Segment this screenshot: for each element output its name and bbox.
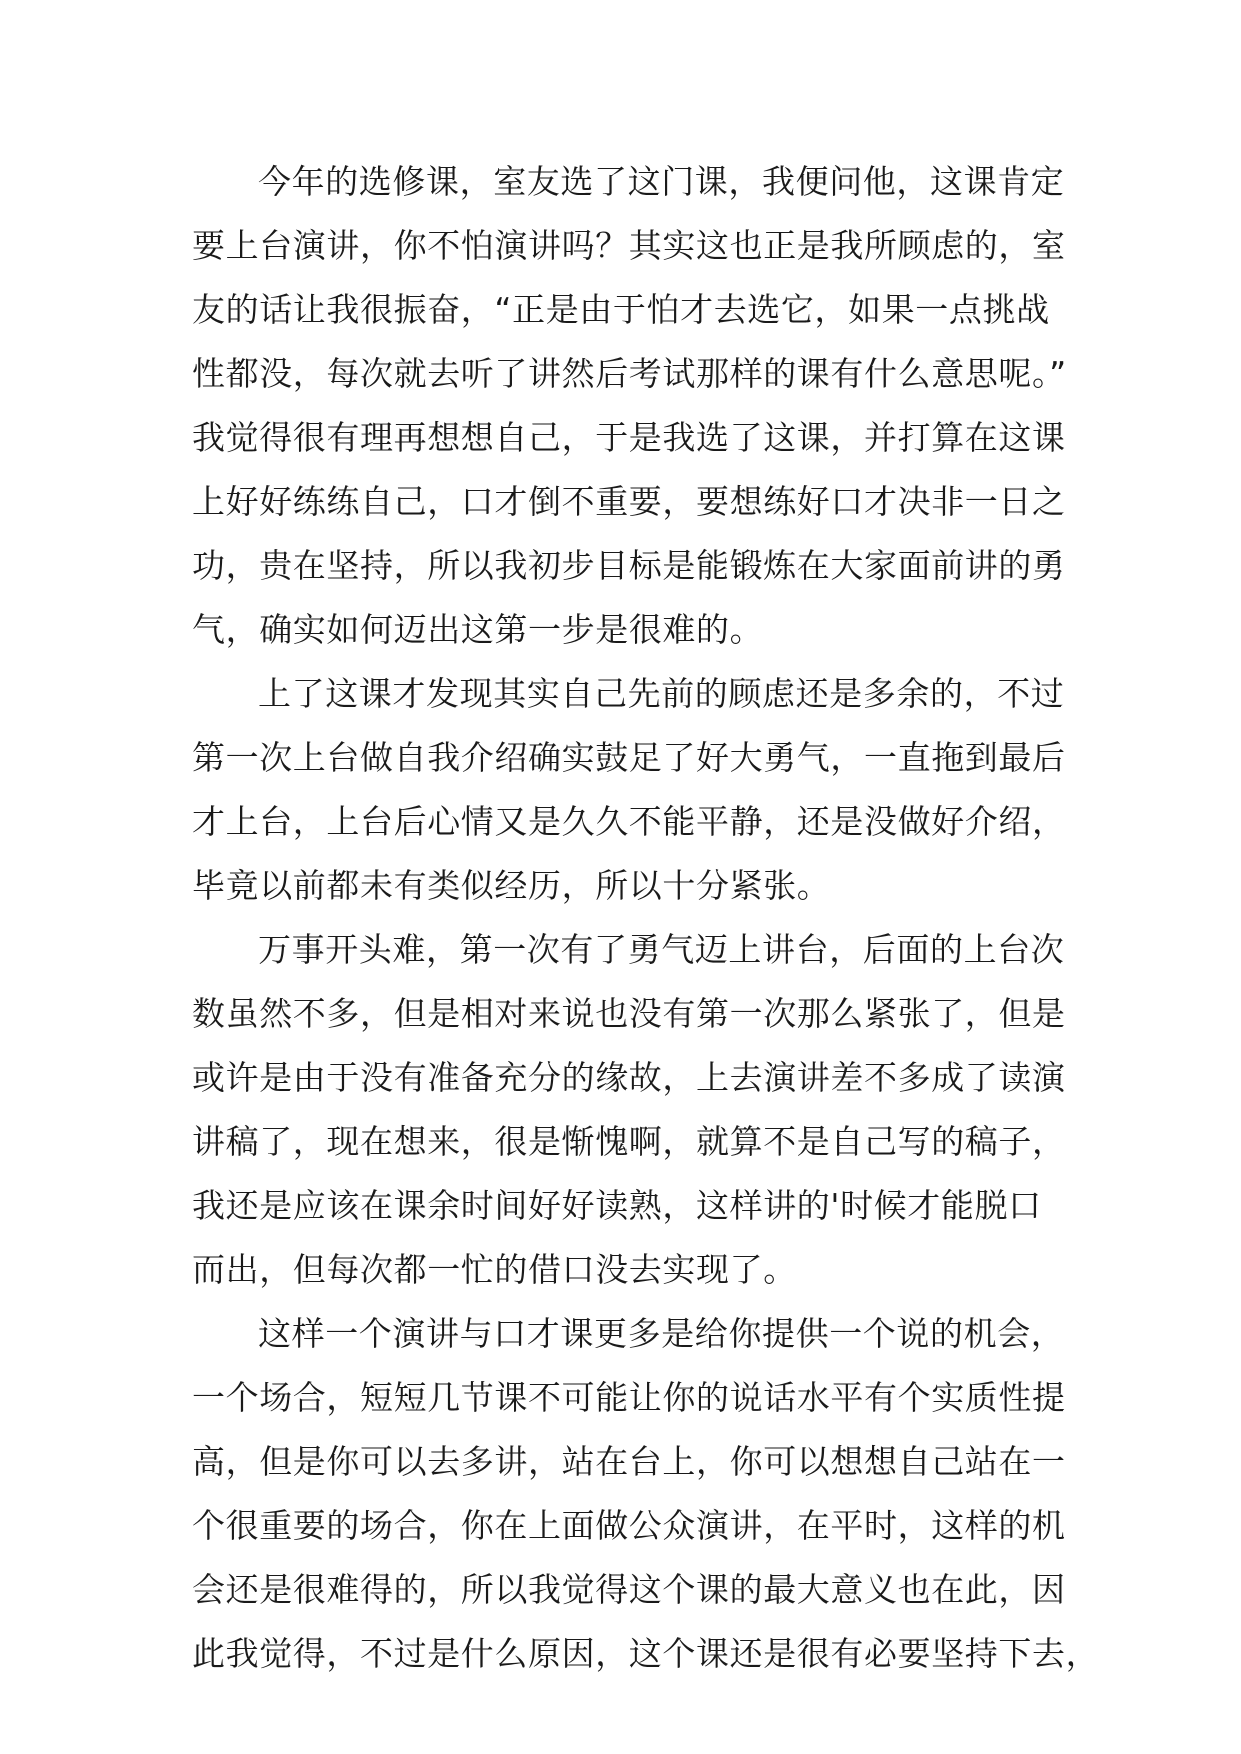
paragraph-line: 上好好练练自己，口才倒不重要，要想练好口才决非一日之	[192, 482, 1066, 521]
paragraph-1	[192, 150, 1067, 662]
paragraph-line: 会还是很难得的，所以我觉得这个课的最大意义也在此，因	[192, 1570, 1066, 1609]
paragraph-line: 今年的选修课，室友选了这门课，我便问他，这课肯定	[258, 162, 1065, 201]
paragraph-3	[192, 918, 1066, 1302]
paragraph-line: 我还是应该在课余时间好好读熟，这样讲的'时候才能脱口	[192, 1186, 1042, 1225]
document-body	[192, 150, 1100, 1686]
paragraph-line: 或许是由于没有准备充分的缘故，上去演讲差不多成了读演	[192, 1058, 1066, 1097]
paragraph-line: 性都没，每次就去听了讲然后考试那样的课有什么意思呢。”	[192, 354, 1067, 393]
paragraph-line: 数虽然不多，但是相对来说也没有第一次那么紧张了，但是	[192, 994, 1066, 1033]
paragraph-line: 此我觉得，不过是什么原因，这个课还是很有必要坚持下去，	[192, 1634, 1100, 1673]
paragraph-line: 高，但是你可以去多讲，站在台上，你可以想想自己站在一	[192, 1442, 1066, 1481]
paragraph-line: 万事开头难，第一次有了勇气迈上讲台，后面的上台次	[258, 930, 1065, 969]
paragraph-line: 才上台，上台后心情又是久久不能平静，还是没做好介绍，	[192, 802, 1066, 841]
paragraph-line: 第一次上台做自我介绍确实鼓足了好大勇气，一直拖到最后	[192, 738, 1066, 777]
paragraph-line: 我觉得很有理再想想自己，于是我选了这课，并打算在这课	[192, 418, 1066, 457]
paragraph-4	[192, 1302, 1100, 1686]
paragraph-line: 要上台演讲，你不怕演讲吗？其实这也正是我所顾虑的，室	[192, 226, 1066, 265]
paragraph-line: 而出，但每次都一忙的借口没去实现了。	[192, 1250, 797, 1289]
paragraph-line: 这样一个演讲与口才课更多是给你提供一个说的机会，	[258, 1314, 1065, 1353]
paragraph-2	[192, 662, 1066, 918]
paragraph-line: 功，贵在坚持，所以我初步目标是能锻炼在大家面前讲的勇	[192, 546, 1066, 585]
paragraph-line: 气，确实如何迈出这第一步是很难的。	[192, 610, 764, 649]
paragraph-line: 上了这课才发现其实自己先前的顾虑还是多余的，不过	[258, 674, 1065, 713]
paragraph-line: 毕竟以前都未有类似经历，所以十分紧张。	[192, 866, 831, 905]
paragraph-line: 讲稿了，现在想来，很是惭愧啊，就算不是自己写的稿子，	[192, 1122, 1066, 1161]
paragraph-line: 一个场合，短短几节课不可能让你的说话水平有个实质性提	[192, 1378, 1066, 1417]
paragraph-line: 个很重要的场合，你在上面做公众演讲，在平时，这样的机	[192, 1506, 1066, 1545]
paragraph-line: 友的话让我很振奋，“正是由于怕才去选它，如果一点挑战	[192, 290, 1050, 329]
